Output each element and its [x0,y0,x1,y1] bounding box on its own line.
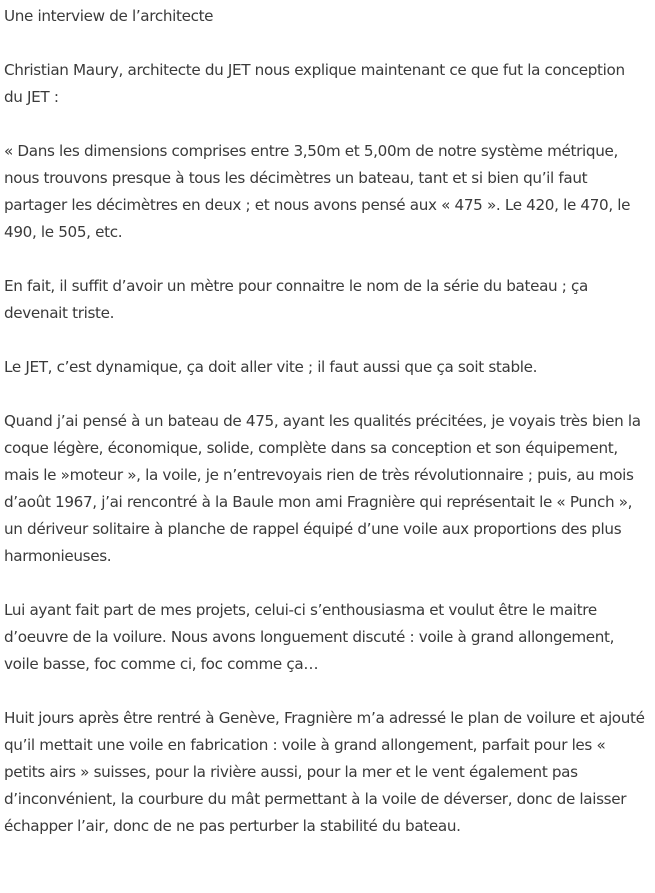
quote-paragraph-dynamic: Le JET, c’est dynamique, ça doit aller vite ; il faut aussi que ça soit stable. [4,358,538,376]
quote-paragraph-dimensions: « Dans les dimensions comprises entre 3,50m et 5,00m de notre système métrique, nous trouvons presque à tous les décimètres un bateau, tant et si bien qu’il faut partager les décimètres en deux ; et nous avons pensé aux « 475 ». Le 420, le 470, le 490, le 505, etc. [4,142,631,241]
article-heading: Une interview de l’architecte [4,7,214,25]
quote-paragraph-sail-plan: Huit jours après être rentré à Genève, Fragnière m’a adressé le plan de voilure et ajouté qu’il mettait une voile en fabrication : voile à grand allongement, parfait pour les « petits airs » suisses, pour la rivière aussi, pour la mer et le vent également pas d’inconvénient, la courbure du mât permettant à la voile de déverser, donc de laisser échapper l’air, donc de ne pas perturber la stabilité du bateau. [4,709,645,835]
quote-paragraph-naming: En fait, il suffit d’avoir un mètre pour connaitre le nom de la série du bateau ; ça devenait triste. [4,277,589,322]
quote-paragraph-design: Quand j’ai pensé à un bateau de 475, ayant les qualités précitées, je voyais très bien la coque légère, économique, solide, complète dans sa conception et son équipement, mais le »moteur », la voile, je n’entrevoyais rien de très révolutionnaire ; puis, au mois d’août 1967, j’ai rencontré à la Baule mon ami Fragnière qui représentait le « Punch », un dériveur solitaire à planche de rappel équipé d’une voile aux proportions des plus harmonieuses. [4,412,641,565]
quote-paragraph-sail-discussion: Lui ayant fait part de mes projets, celui-ci s’enthousiasma et voulut être le maitre d’oeuvre de la voilure. Nous avons longuement discuté : voile à grand allongement, voile basse, foc comme ci, foc comme ça… [4,601,615,673]
intro-paragraph: Christian Maury, architecte du JET nous explique maintenant ce que fut la conception du JET : [4,61,625,106]
